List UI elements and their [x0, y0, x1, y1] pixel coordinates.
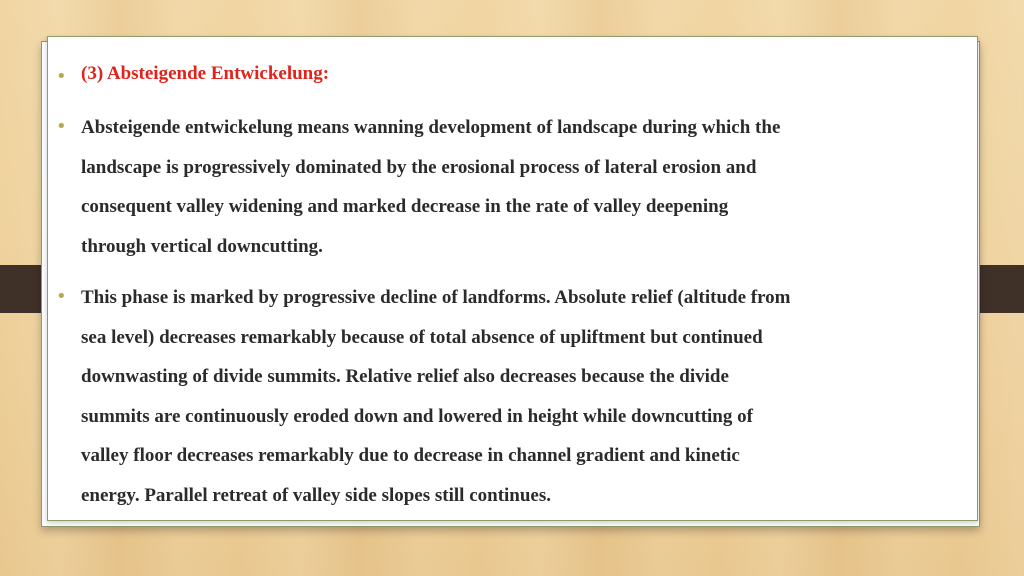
left-side-band	[0, 265, 46, 313]
paragraph-2-line: valley floor decreases remarkably due to decrease in channel gradient and kinetic	[81, 445, 740, 466]
paragraph-1	[81, 108, 971, 266]
paragraph-1-line: landscape is progressively dominated by the erosional process of lateral erosion and	[81, 156, 757, 178]
paragraph-2	[81, 278, 971, 515]
slide-content-card	[47, 36, 978, 521]
paragraph-1-line: Absteigende entwickelung means wanning development of landscape during which the	[81, 117, 781, 138]
bullet-icon: •	[56, 286, 67, 307]
paragraph-2-line: summits are continuously eroded down and lowered in height while downcutting of	[81, 405, 753, 427]
paragraph-2-line: energy. Parallel retreat of valley side slopes still continues.	[81, 484, 552, 506]
paragraph-1-line: through vertical downcutting.	[81, 235, 323, 257]
right-side-band	[978, 265, 1024, 313]
paragraph-2-line: downwasting of divide summits. Relative relief also decreases because the divide	[81, 366, 729, 387]
bullet-icon: •	[56, 66, 67, 87]
paragraph-2-line: This phase is marked by progressive decline of landforms. Absolute relief (altitude from	[81, 287, 791, 308]
paragraph-1-line: consequent valley widening and marked decrease in the rate of valley deepening	[81, 196, 729, 217]
slide-heading: (3) Absteigende Entwickelung:	[81, 63, 330, 84]
bullet-icon: •	[56, 116, 67, 137]
paragraph-2-line: sea level) decreases remarkably because of total absence of upliftment but continued	[81, 326, 763, 348]
